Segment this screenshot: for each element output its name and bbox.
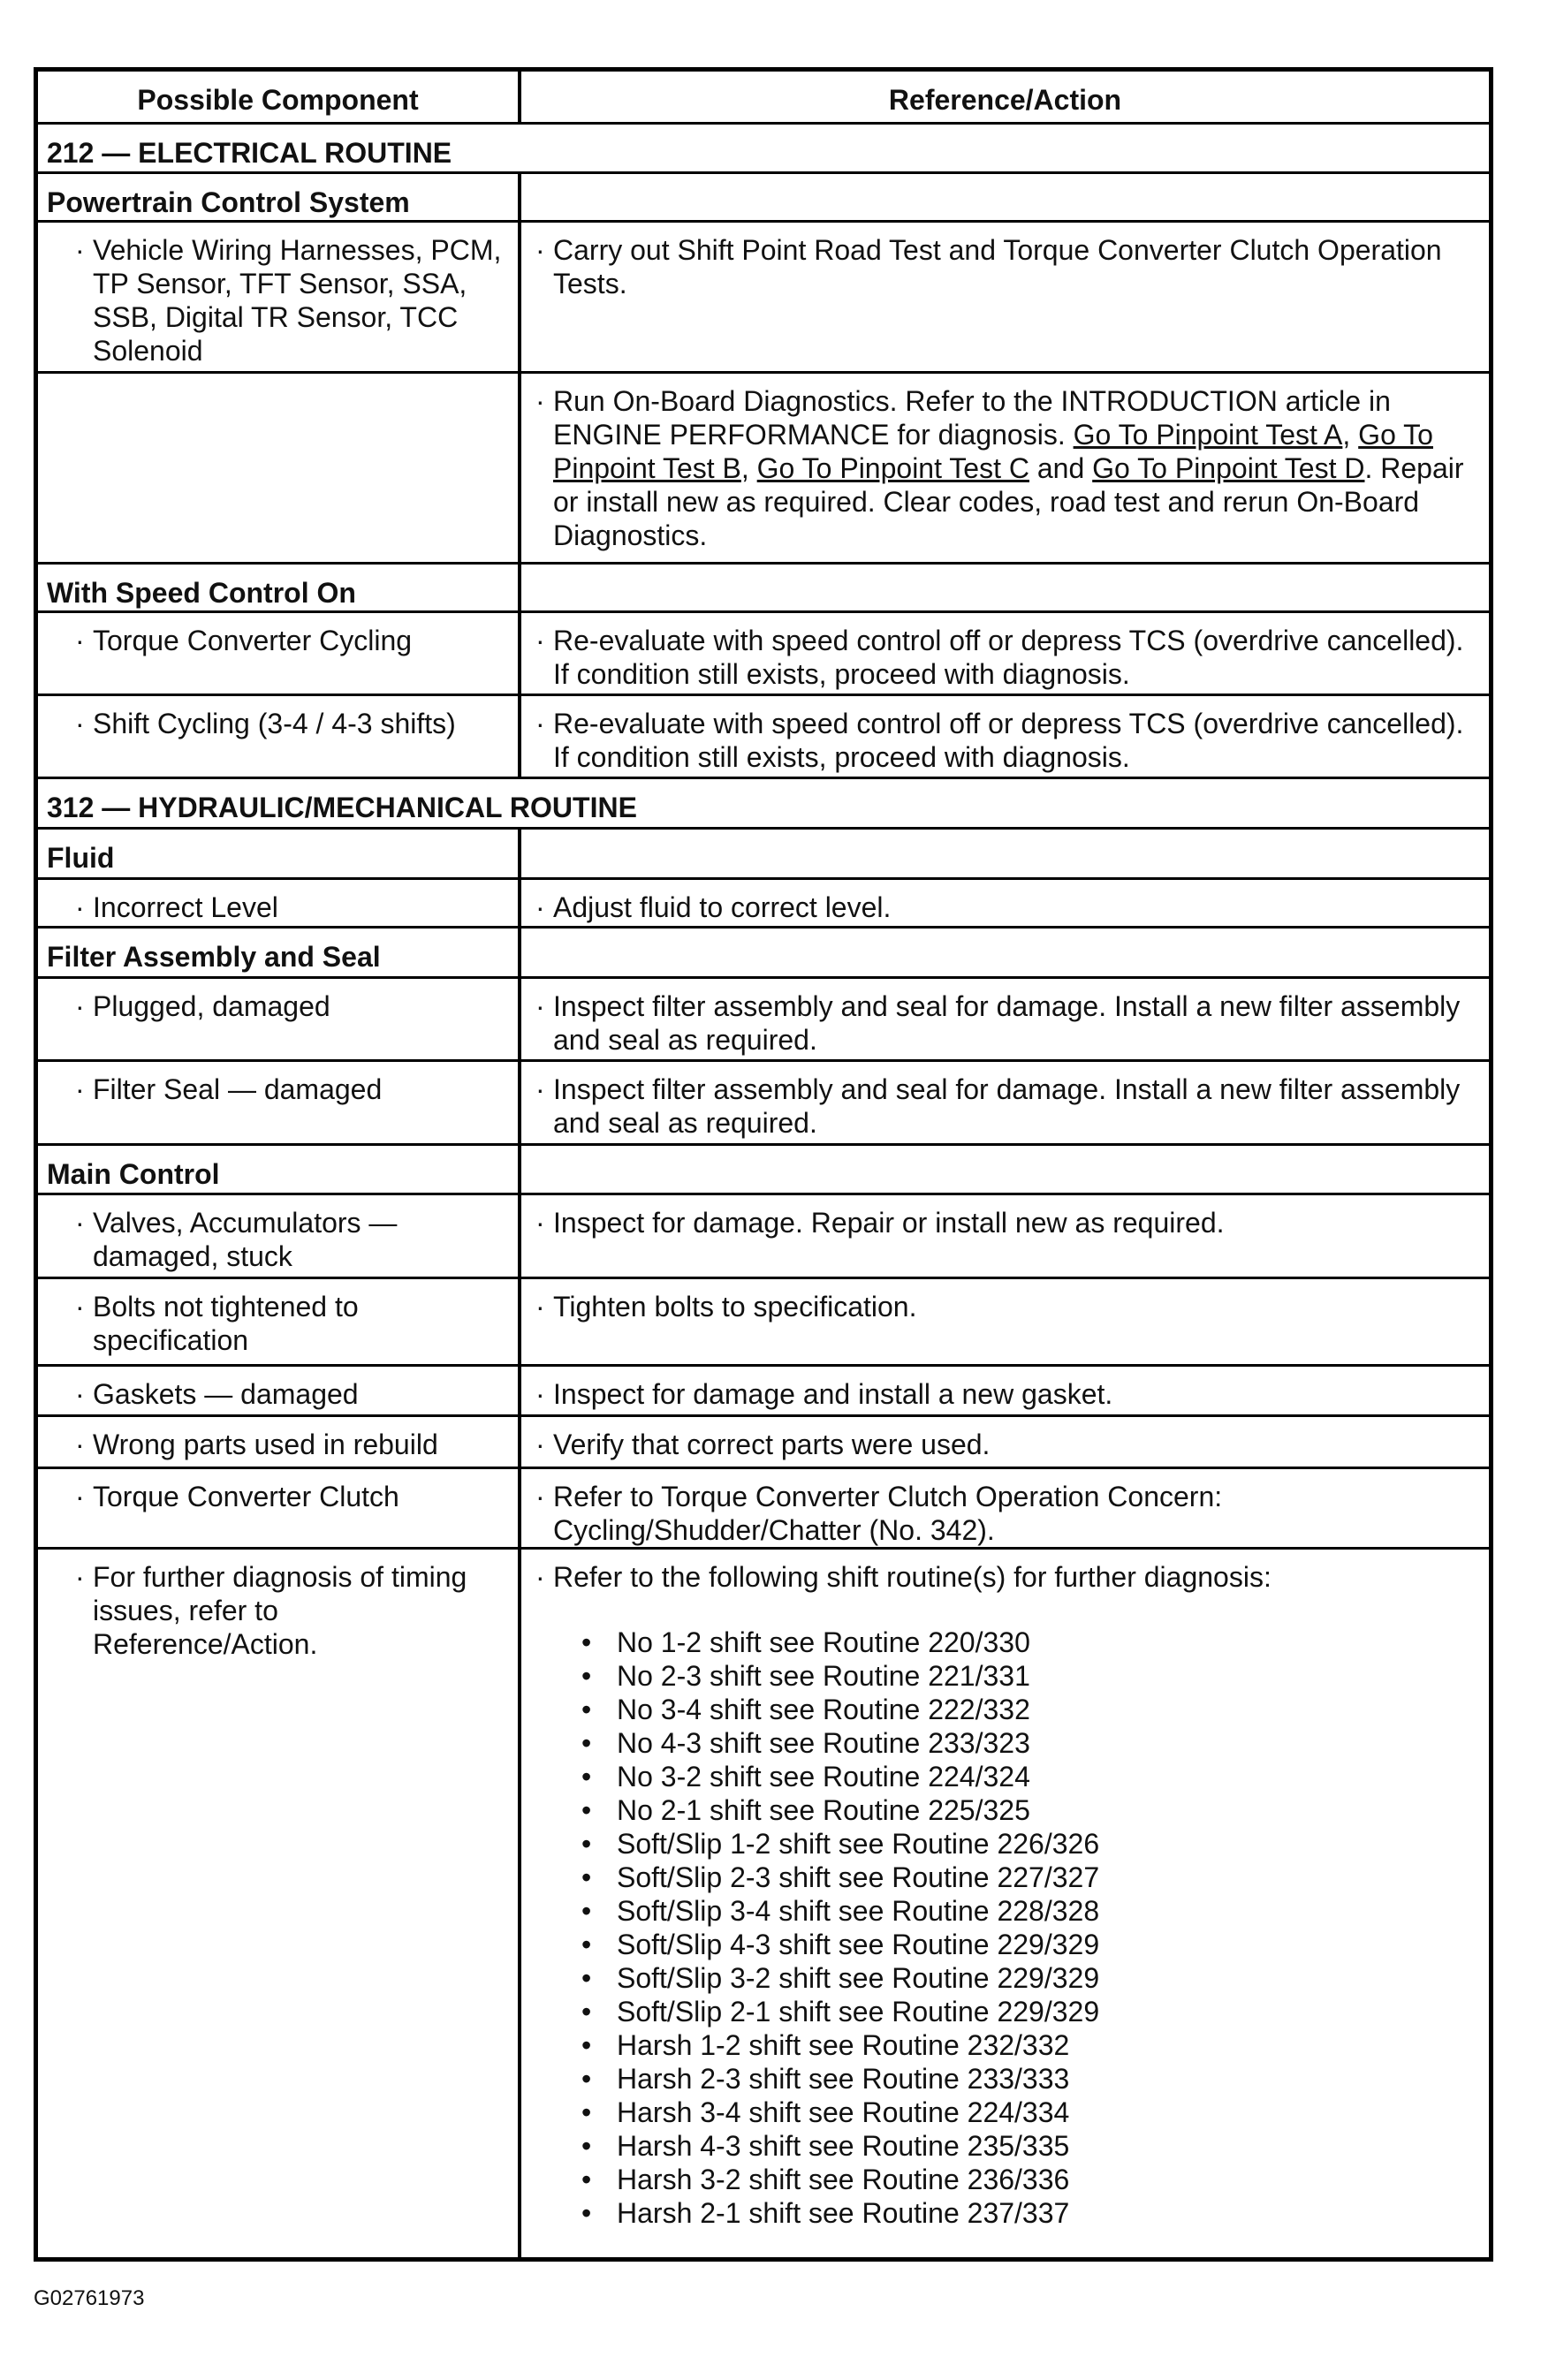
routine-list-item: • Soft/Slip 1-2 shift see Routine 226/326 [521, 1827, 1489, 1861]
table-row: · Bolts not tightened to specification · Tighten bolts to specification. [38, 1279, 1489, 1367]
routine-list-item: • Soft/Slip 4-3 shift see Routine 229/329 [521, 1928, 1489, 1961]
table-row: · Filter Seal — damaged · Inspect filter assembly and seal for damage. Install a new filter assembly and seal as required. [38, 1062, 1489, 1146]
component-incorrect-level: Incorrect Level [93, 891, 278, 923]
component-wrong-parts: Wrong parts used in rebuild [93, 1429, 438, 1460]
link-pinpoint-test-a[interactable]: Go To Pinpoint Test A [1073, 419, 1343, 451]
group-row-fluid [38, 830, 1489, 880]
action-plugged: Inspect filter assembly and seal for damage. Install a new filter assembly and seal as required. [553, 990, 1461, 1056]
table-row [38, 374, 1489, 565]
routine-list-item: • No 2-1 shift see Routine 225/325 [521, 1793, 1489, 1827]
table-row: · Valves, Accumulators — damaged, stuck · Inspect for damage. Repair or install new as required. [38, 1195, 1489, 1279]
action-gaskets: Inspect for damage and install a new gasket. [553, 1378, 1113, 1410]
section-title-hydraulic: 312 — HYDRAULIC/MECHANICAL ROUTINE [47, 792, 637, 823]
routine-list-item: • No 1-2 shift see Routine 220/330 [521, 1626, 1489, 1659]
section-title-electrical: 212 — ELECTRICAL ROUTINE [47, 137, 452, 169]
col-header-action: Reference/Action [888, 84, 1122, 116]
action-valves: Inspect for damage. Repair or install new as required. [553, 1207, 1225, 1239]
link-pinpoint-test-c[interactable]: Go To Pinpoint Test C [756, 452, 1029, 484]
action-wrong-parts: Verify that correct parts were used. [553, 1429, 991, 1460]
group-title-speed-control: With Speed Control On [38, 565, 521, 610]
group-row-powertrain [38, 174, 1489, 223]
group-row-filter [38, 929, 1489, 979]
routine-list-item: • No 3-4 shift see Routine 222/332 [521, 1693, 1489, 1726]
component-wiring: Vehicle Wiring Harnesses, PCM, TP Sensor, TFT Sensor, SSA, SSB, Digital TR Sensor, TCC Solenoid [93, 234, 502, 367]
routine-list-item: • Soft/Slip 3-2 shift see Routine 229/329 [521, 1961, 1489, 1995]
component-plugged: Plugged, damaged [93, 990, 330, 1022]
table-row: · Torque Converter Clutch · Refer to Torque Converter Clutch Operation Concern: Cycling/Shudder/Chatter (No. 342). [38, 1469, 1489, 1550]
col-header-component: Possible Component [38, 72, 521, 122]
link-pinpoint-test-b[interactable]: Go To Pinpoint Test B [553, 419, 1433, 484]
component-filter-seal: Filter Seal — damaged [93, 1073, 383, 1105]
table-row: · Plugged, damaged · Inspect filter assembly and seal for damage. Install a new filter assembly and seal as required. [38, 979, 1489, 1062]
table-row: · For further diagnosis of timing issues, refer to Reference/Action. · Refer to the following shift routine(s) for further diagnosis: • No 1-2 shift see Routine 220/330 • No 2-3 shift see Routine 221/331 • No 3-4 shift see Routine 222/332 • No 4-3 shift see Routine 233/323 • No 3-2 shift see Routine 224/324 • No 2-1 shift see Routine 225/325 • Soft/Slip 1-2 shift see Routine 226/326 • Soft/Slip 2-3 shift see Routine 227/327 • Soft/Slip 3-4 shift see Routine 228/328 • Soft/Slip 4-3 shift see Routine 229/329 • Soft/Slip 3-2 shift see Routine 229/329 • Soft/Slip 2-1 shift see Routine 229/329 • Harsh 1-2 shift see Routine 232/332 • Harsh 2-3 shift see Routine 233/333 • Harsh 3-4 shift see Routine 224/334 • Harsh 4-3 shift see Routine 235/335 • Harsh 3-2 shift see Routine 236/336 • Harsh 2-1 shift see Routine 237/337 [38, 1550, 1489, 2257]
routine-list-item: • Soft/Slip 2-3 shift see Routine 227/327 [521, 1861, 1489, 1894]
routine-list [521, 1626, 1489, 2230]
action-tc-cycling: Re-evaluate with speed control off or depress TCS (overdrive cancelled). If condition still exists, proceed with diagnosis. [553, 625, 1464, 690]
table-row: · Vehicle Wiring Harnesses, PCM, TP Sensor, TFT Sensor, SSA, SSB, Digital TR Sensor, TCC Solenoid · Carry out Shift Point Road Test and Torque Converter Clutch Operation Tests. [38, 223, 1489, 374]
component-bolts: Bolts not tightened to specification [93, 1291, 359, 1356]
table-row: · Incorrect Level · Adjust fluid to correct level. [38, 880, 1489, 929]
group-row-main-control [38, 1146, 1489, 1195]
action-obd: · Run On-Board Diagnostics. Refer to the INTRODUCTION article in ENGINE PERFORMANCE for diagnosis. Go To Pinpoint Test A, Go To Pinpoint Test B, Go To Pinpoint Test C and Go To Pinpoint Test D. Repair or install new as required. Clear codes, road test and rerun On-Board Diagnostics. [535, 385, 1464, 551]
component-further: For further diagnosis of timing issues, refer to Reference/Action. [93, 1561, 467, 1660]
table-row: · Gaskets — damaged · Inspect for damage and install a new gasket. [38, 1367, 1489, 1417]
routine-list-item: • Harsh 4-3 shift see Routine 235/335 [521, 2129, 1489, 2163]
routine-list-item: • Harsh 1-2 shift see Routine 232/332 [521, 2028, 1489, 2062]
table-row: · Wrong parts used in rebuild · Verify that correct parts were used. [38, 1417, 1489, 1469]
component-valves: Valves, Accumulators — damaged, stuck [93, 1207, 398, 1272]
table-row: · Shift Cycling (3-4 / 4-3 shifts) · Re-evaluate with speed control off or depress TCS (overdrive cancelled). If condition still exists, proceed with diagnosis. [38, 696, 1489, 779]
component-tcc: Torque Converter Clutch [93, 1481, 399, 1512]
routine-list-item: • Harsh 3-4 shift see Routine 224/334 [521, 2096, 1489, 2129]
routine-list-item: • No 2-3 shift see Routine 221/331 [521, 1659, 1489, 1693]
link-pinpoint-test-d[interactable]: Go To Pinpoint Test D [1092, 452, 1365, 484]
diagnosis-table [34, 67, 1493, 2262]
action-wiring: Carry out Shift Point Road Test and Torque Converter Clutch Operation Tests. [553, 234, 1442, 299]
figure-id: G02761973 [34, 2286, 145, 2310]
table-row: · Torque Converter Cycling · Re-evaluate with speed control off or depress TCS (overdrive cancelled). If condition still exists, proceed with diagnosis. [38, 613, 1489, 696]
routine-list-item: • Harsh 3-2 shift see Routine 236/336 [521, 2163, 1489, 2196]
group-title-powertrain: Powertrain Control System [38, 174, 521, 220]
action-bolts: Tighten bolts to specification. [553, 1291, 917, 1323]
component-shift-cycling: Shift Cycling (3-4 / 4-3 shifts) [93, 708, 456, 739]
section-row-hydraulic [38, 779, 1489, 830]
action-incorrect-level: Adjust fluid to correct level. [553, 891, 892, 923]
action-filter-seal: Inspect filter assembly and seal for damage. Install a new filter assembly and seal as required. [553, 1073, 1461, 1139]
routine-list-item: • Soft/Slip 2-1 shift see Routine 229/329 [521, 1995, 1489, 2028]
routine-list-item: • Harsh 2-1 shift see Routine 237/337 [521, 2196, 1489, 2230]
action-tcc: Refer to Torque Converter Clutch Operation Concern: Cycling/Shudder/Chatter (No. 342). [553, 1481, 1223, 1546]
routine-list-item: • Harsh 2-3 shift see Routine 233/333 [521, 2062, 1489, 2096]
component-tc-cycling: Torque Converter Cycling [93, 625, 413, 656]
group-title-main-control: Main Control [38, 1146, 521, 1193]
routine-list-item: • Soft/Slip 3-4 shift see Routine 228/328 [521, 1894, 1489, 1928]
table-header-row [38, 72, 1489, 125]
routine-list-item: • No 4-3 shift see Routine 233/323 [521, 1726, 1489, 1760]
group-title-filter: Filter Assembly and Seal [38, 929, 521, 976]
group-row-speed-control [38, 565, 1489, 613]
group-title-fluid: Fluid [38, 830, 521, 877]
routine-list-item: • No 3-2 shift see Routine 224/324 [521, 1760, 1489, 1793]
action-shift-cycling: Re-evaluate with speed control off or depress TCS (overdrive cancelled). If condition still exists, proceed with diagnosis. [553, 708, 1464, 773]
action-further: Refer to the following shift routine(s) for further diagnosis: [553, 1561, 1272, 1593]
section-row-electrical [38, 125, 1489, 174]
component-gaskets: Gaskets — damaged [93, 1378, 359, 1410]
